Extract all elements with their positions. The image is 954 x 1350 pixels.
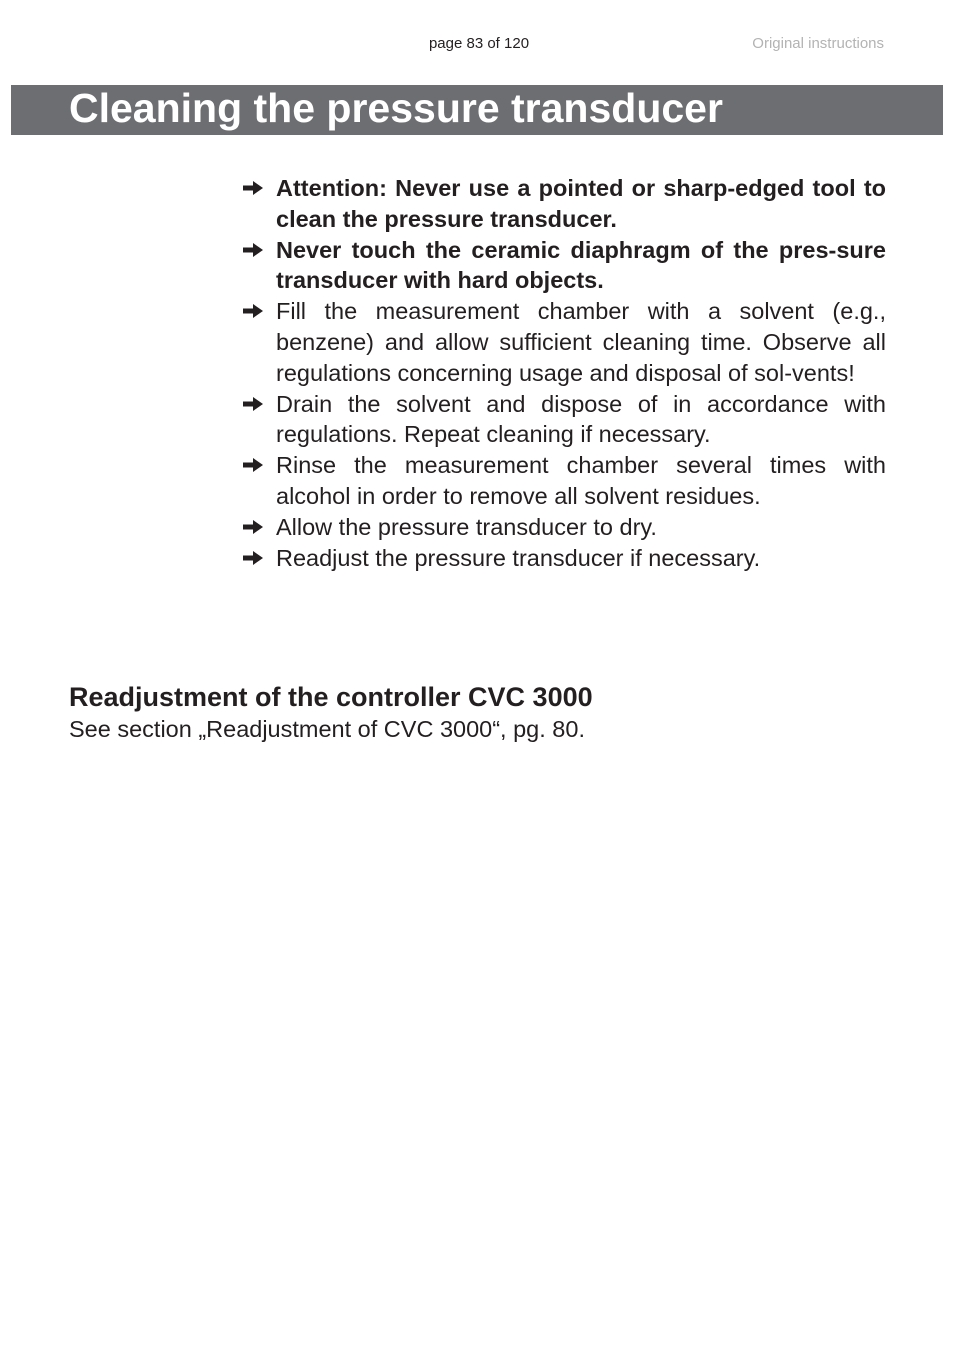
instruction-text: Never touch the ceramic diaphragm of the pres-sure transducer with hard objects. (276, 236, 886, 294)
right-arrow-icon (243, 243, 263, 257)
document-type-label: Original instructions (752, 35, 884, 52)
instruction-text: Allow the pressure transducer to dry. (276, 513, 657, 540)
instruction-step (243, 450, 886, 512)
instruction-text: Attention: Never use a pointed or sharp-edged tool to clean the pressure transducer. (276, 175, 886, 232)
title-bar (11, 85, 943, 135)
right-arrow-icon (243, 520, 263, 534)
page-number: page 83 of 120 (428, 35, 530, 52)
right-arrow-icon (243, 397, 263, 411)
right-arrow-icon (243, 458, 263, 472)
instruction-step (243, 512, 886, 543)
instruction-text: Fill the measurement chamber with a solvent (e.g., benzene) and allow sufficient cleaning time. Observe all regulations concerning usage and disposal of sol-vents! (276, 298, 886, 386)
right-arrow-icon (243, 304, 263, 318)
section-reference-text: See section „Readjustment of CVC 3000“, pg. 80. (69, 716, 585, 742)
page-title: Cleaning the pressure transducer (69, 85, 723, 131)
section-heading: Readjustment of the controller CVC 3000 (69, 682, 593, 712)
instruction-step (243, 543, 886, 574)
right-arrow-icon (243, 551, 263, 565)
instruction-step (243, 389, 886, 451)
right-arrow-icon (243, 181, 263, 195)
instruction-text: Rinse the measurement chamber several times with alcohol in order to remove all solvent residues. (276, 452, 886, 509)
instruction-step (243, 173, 886, 235)
instruction-list (243, 173, 886, 573)
instruction-text: Readjust the pressure transducer if necessary. (276, 544, 761, 571)
instruction-step (243, 296, 886, 388)
instruction-step (243, 235, 886, 297)
instruction-text: Drain the solvent and dispose of in accordance with regulations. Repeat cleaning if necessary. (276, 390, 886, 448)
